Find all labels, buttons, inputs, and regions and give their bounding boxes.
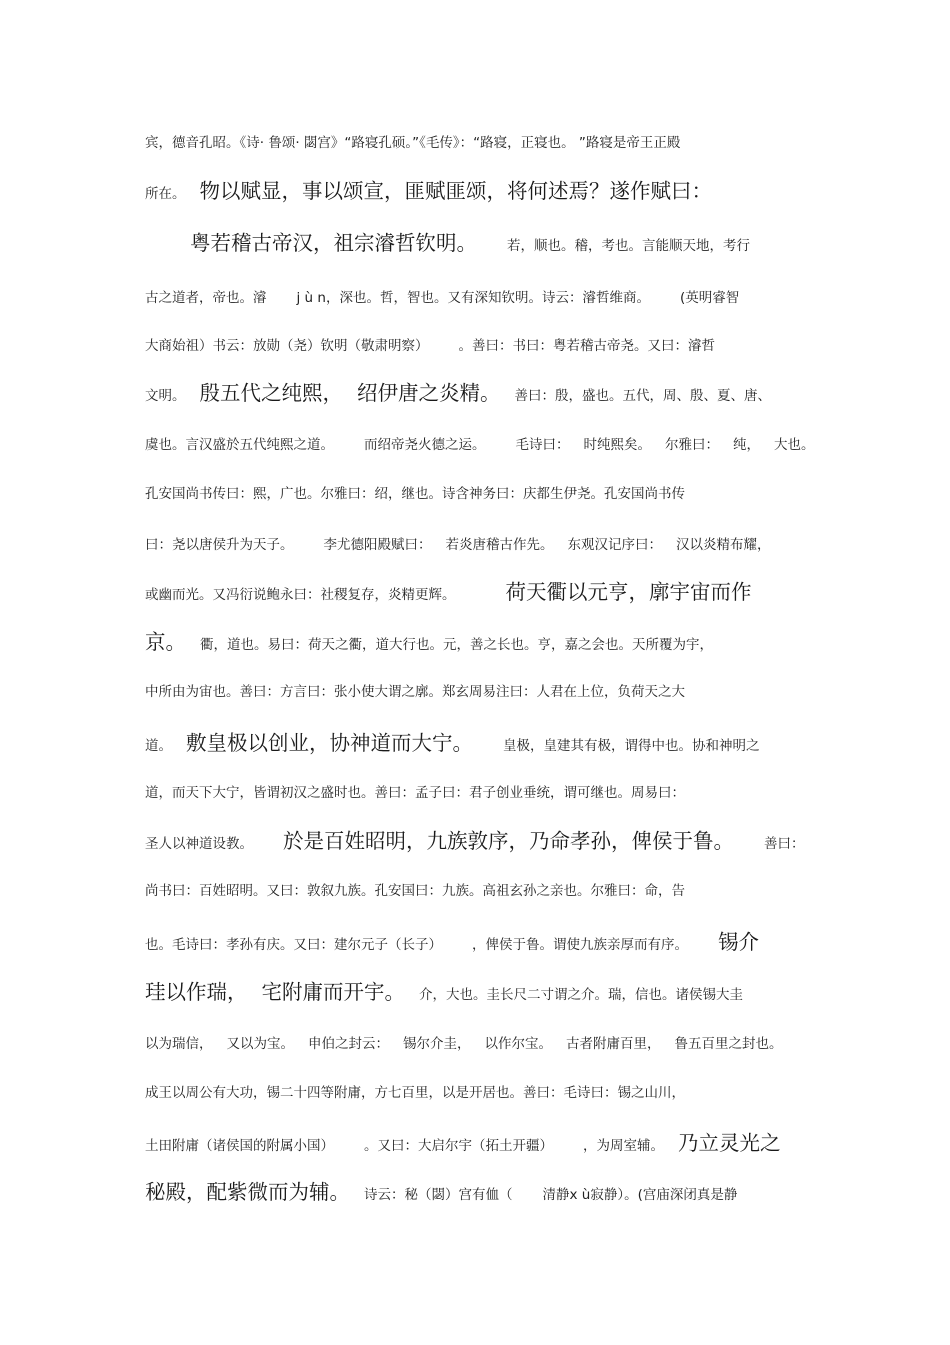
annotation-text: 或幽而光。又冯衍说鲍永曰：社稷复存，炎精更辉。: [145, 587, 456, 603]
annotation-text: 大商始祖）书云：放勋（尧）钦明（敬肃明察）: [145, 338, 429, 354]
text-line-14: [145, 784, 685, 801]
text-line-12: [145, 683, 685, 700]
annotation-text: 善曰：: [764, 836, 805, 852]
main-text: 绍伊唐之炎精。: [357, 381, 501, 405]
annotation-text: 纯，: [733, 437, 760, 453]
main-text: 物以赋显，事以颂宣，匪赋匪颂，将何述焉？遂作赋曰：: [199, 179, 712, 203]
main-text: 珪以作瑞，: [145, 980, 248, 1004]
annotation-text: 而绍帝尧火德之运。: [364, 437, 486, 453]
text-line-11: [145, 632, 713, 653]
annotation-text: 时纯熙矣。: [583, 437, 651, 453]
main-text: 殷五代之纯熙，: [199, 381, 343, 405]
text-line-19: [145, 1035, 783, 1052]
annotation-text: 李尤德阳殿赋曰：: [323, 537, 432, 553]
annotation-text: 又以为宝。: [226, 1036, 294, 1052]
annotation-text: 道，而天下大宁，皆谓初汉之盛时也。善曰：孟子曰：君子创业垂统，谓可继也。周易曰：: [145, 785, 685, 801]
text-line-9: [145, 536, 771, 553]
annotation-text: 土田附庸（诸侯国的附属小国）: [145, 1138, 334, 1154]
annotation-text: 孔安国尚书传曰：熙，广也。尔雅曰：绍，继也。诗含神务曰：庆都生伊尧。孔安国尚书传: [145, 486, 685, 502]
text-line-1: [145, 134, 680, 151]
annotation-text: 若，顺也。稽，考也。言能顺天地，考行: [507, 238, 750, 254]
annotation-text: 古之道者，帝也。濬: [145, 290, 267, 306]
annotation-text: 介，大也。圭长尺二寸谓之介。瑞，信也。诸侯锡大圭: [419, 987, 743, 1003]
annotation-text: 衢，道也。易曰：荷天之衢，道大行也。元，善之长也。亨，嘉之会也。天所覆为宇，: [200, 637, 713, 653]
annotation-text: 以作尔宝。: [484, 1036, 552, 1052]
text-line-16: [145, 882, 685, 899]
main-text: 京。: [145, 630, 186, 654]
annotation-text: ，俾侯于鲁。谓使九族亲厚而有序。: [472, 937, 688, 953]
annotation-text: 圣人以神道设教。: [145, 836, 253, 852]
text-line-21: [145, 1133, 781, 1154]
annotation-text: 汉以炎精布耀，: [676, 537, 771, 553]
annotation-text: 。又曰：大启尔宇（拓土开疆）: [364, 1138, 553, 1154]
annotation-text: 大也。: [774, 437, 815, 453]
annotation-text: 所在。: [145, 186, 186, 202]
annotation-text: 也。毛诗曰：孝孙有庆。又曰：建尔元子（长子）: [145, 937, 442, 953]
annotation-text: 申伯之封云：: [308, 1036, 389, 1052]
annotation-text: 道。: [145, 738, 172, 754]
main-text: 荷天衢以元亨，廓宇宙而作: [505, 580, 752, 604]
main-text: 敷皇极以创业，协神道而大宁。: [186, 731, 473, 755]
text-line-17: [145, 932, 759, 953]
annotation-text: 。善曰：书曰：粤若稽古帝尧。又曰：濬哲: [458, 338, 715, 354]
annotation-text: 诗云：秘（閟）宫有侐（: [364, 1187, 513, 1203]
main-text: 於是百姓昭明，九族敦序，乃命孝孙，俾侯于鲁。: [283, 829, 734, 853]
annotation-text: 尔雅曰：: [665, 437, 719, 453]
main-text: 粤若稽古帝汉，祖宗濬哲钦明。: [190, 231, 477, 255]
annotation-text: 鲁五百里之封也。: [674, 1036, 783, 1052]
annotation-text: 善曰：殷，盛也。五代，周、殷、夏、唐、: [514, 388, 771, 404]
main-text: 乃立灵光之: [678, 1131, 781, 1155]
text-line-2: [145, 181, 712, 202]
main-text: 锡介: [718, 930, 759, 954]
annotation-text: 以为瑞信，: [145, 1036, 213, 1052]
annotation-text: j ù n，深也。哲，智也。又有深知钦明。诗云：濬哲维商。: [296, 290, 650, 306]
annotation-text: 皇极，皇建其有极，谓得中也。协和神明之: [503, 738, 760, 754]
annotation-text: ，为周室辅。: [583, 1138, 664, 1154]
text-line-20: [145, 1084, 685, 1101]
text-line-10: [145, 582, 752, 603]
text-line-4: [145, 289, 739, 306]
text-line-13: [145, 733, 760, 754]
annotation-text: 毛诗曰：: [515, 437, 570, 453]
text-line-6: [145, 383, 771, 404]
annotation-text: (英明睿智: [679, 290, 740, 306]
text-line-22: [145, 1182, 737, 1203]
annotation-text: 文明。: [145, 388, 186, 404]
annotation-text: 中所由为宙也。善曰：方言曰：张小使大谓之廓。郑玄周易注曰：人君在上位，负荷天之大: [145, 684, 685, 700]
annotation-text: 古者附庸百里，: [566, 1036, 661, 1052]
annotation-text: 东观汉记序曰：: [567, 537, 662, 553]
main-text: 秘殿，配紫微而为辅。: [145, 1180, 350, 1204]
annotation-text: 清静x ù寂静）。(宫庙深闭真是静: [542, 1187, 738, 1203]
text-line-3: [190, 233, 750, 254]
annotation-text: 若炎唐稽古作先。: [445, 537, 554, 553]
text-line-18: [145, 982, 743, 1003]
annotation-text: 锡尔介圭，: [403, 1036, 471, 1052]
annotation-text: 曰：尧以唐侯升为天子。: [145, 537, 294, 553]
text-line-15: [145, 831, 805, 852]
annotation-text: 虞也。言汉盛於五代纯熙之道。: [145, 437, 334, 453]
text-line-7: [145, 436, 815, 453]
annotation-text: 成王以周公有大功，锡二十四等附庸，方七百里，以是开居也。善曰：毛诗曰：锡之山川，: [145, 1085, 685, 1101]
main-text: 宅附庸而开宇。: [261, 980, 405, 1004]
text-line-8: [145, 485, 685, 502]
annotation-text: 宾，德音孔昭。《诗· 鲁颂· 閟宫》“路寝孔硕。”《毛传》：“路寝，正寝也。 ”路寝是帝王正殿: [145, 135, 681, 151]
text-line-5: [145, 337, 715, 354]
annotation-text: 尚书曰：百姓昭明。又曰：敦叙九族。孔安国曰：九族。高祖玄孙之亲也。尔雅曰：命，告: [145, 883, 685, 899]
